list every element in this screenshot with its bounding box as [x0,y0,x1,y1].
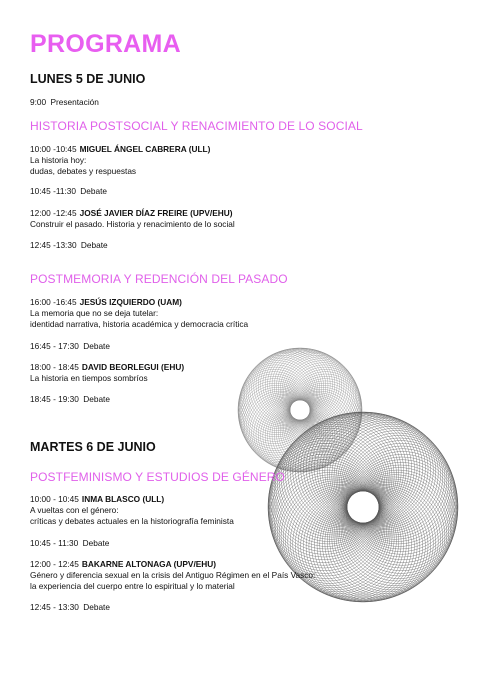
schedule-item-debate [30,186,450,197]
item-talk-line: La historia en tiempos sombríos [30,373,148,383]
item-talk-line: Género y diferencia sexual en la crisis del Antiguo Régimen en el País Vasco: [30,570,316,580]
item-label: Debate [83,341,110,351]
item-time: 12:00 - 12:45 [30,559,79,569]
item-speaker: INMA BLASCO (ULL) [81,494,165,504]
item-time: 10:45 - 11:30 [30,538,79,548]
intro-presentation [30,97,450,108]
schedule-item [30,362,450,384]
schedule-item [30,144,450,177]
day-heading-monday: LUNES 5 DE JUNIO [30,72,146,86]
schedule-item [30,297,450,330]
item-label: Debate [83,602,110,612]
intro-label: Presentación [50,97,99,107]
item-talk-line: dudas, debates y respuestas [30,166,137,176]
item-time: 18:45 - 19:30 [30,394,79,404]
schedule-item-debate [30,394,450,405]
schedule-item-debate [30,602,450,613]
section-heading-postfeminismo: POSTFEMINISMO Y ESTUDIOS DE GÉNERO [30,470,285,484]
item-time: 16:45 - 17:30 [30,341,79,351]
item-time: 10:45 -11:30 [30,186,76,196]
section-heading-postsocial: HISTORIA POSTSOCIAL Y RENACIMIENTO DE LO SOCIAL [30,119,363,133]
page-title: PROGRAMA [30,30,182,58]
item-talk-line: La historia hoy: [30,155,87,165]
item-label: Debate [80,186,108,196]
item-time: 12:00 -12:45 [30,208,77,218]
item-time: 12:45 -13:30 [30,240,77,250]
item-time: 10:00 -10:45 [30,144,77,154]
item-label: Debate [82,538,110,548]
schedule-item-debate [30,240,450,251]
item-talk-line: identidad narrativa, historia académica y democracia crítica [30,319,249,329]
item-talk-line: la experiencia del cuerpo entre lo espiritual y lo material [30,581,235,591]
item-speaker: DAVID BEORLEGUI (EHU) [81,362,185,372]
item-time: 12:45 - 13:30 [30,602,79,612]
schedule-item [30,559,450,592]
item-label: Debate [80,240,108,250]
item-time: 18:00 - 18:45 [30,362,79,372]
item-label: Debate [83,394,110,404]
item-talk-line: críticas y debates actuales en la historiografía feminista [30,516,234,526]
item-talk-line: A vueltas con el género: [30,505,119,515]
item-speaker: BAKARNE ALTONAGA (UPV/EHU) [81,559,217,569]
intro-time: 9:00 [30,97,47,107]
section-heading-postmemoria: POSTMEMORIA Y REDENCIÓN DEL PASADO [30,272,288,286]
item-speaker: JOSÉ JAVIER DÍAZ FREIRE (UPV/EHU) [79,208,233,218]
schedule-item [30,208,450,230]
item-talk-line: La memoria que no se deja tutelar: [30,308,159,318]
item-talk-line: Construir el pasado. Historia y renacimiento de lo social [30,219,235,229]
item-speaker: JESÚS IZQUIERDO (UAM) [79,297,182,307]
schedule-item-debate [30,341,450,352]
item-time: 16:00 -16:45 [30,297,77,307]
schedule-item [30,494,450,527]
item-time: 10:00 - 10:45 [30,494,79,504]
day-heading-tuesday: MARTES 6 DE JUNIO [30,440,156,454]
schedule-item-debate [30,538,450,549]
item-speaker: MIGUEL ÁNGEL CABRERA (ULL) [79,144,211,154]
